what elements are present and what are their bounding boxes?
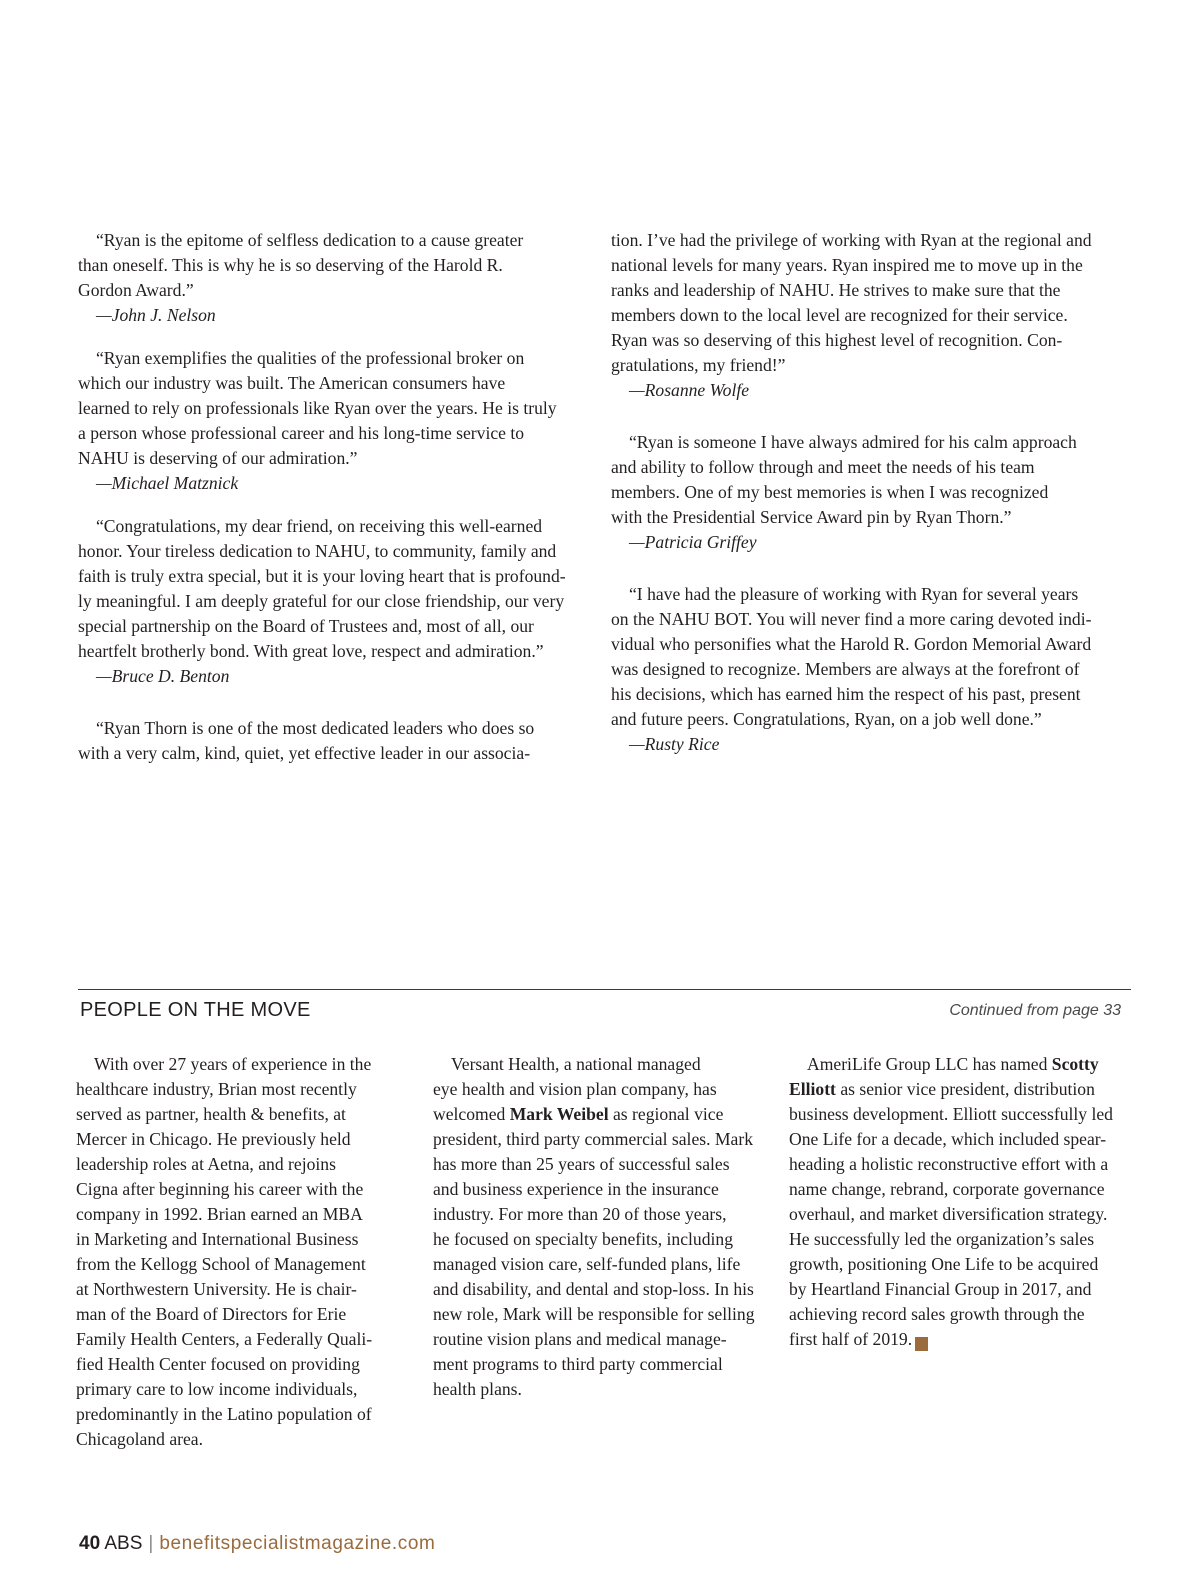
page-footer [79, 1533, 436, 1555]
section-divider [78, 989, 1131, 990]
people-item-elliott: AmeriLife Group LLC has named Scotty Elliott as senior vice president, distribution business development. Elliott successfully led One Life for a decade, which included spear- heading a holistic reconstructive effort with a name change, rebrand, corporate governance overhaul, and market diversification strategy. He successfully led the organization’s sales growth, positioning One Life to be acquired by Heartland Financial Group in 2017, and achieving record sales growth through the first half of 2019. ABS [789, 1054, 1113, 1349]
testimonial-nelson: “Ryan is the epitome of selfless dedication to a cause greater than oneself. This is why he is so deserving of the Harold R. Gordon Award.” [78, 230, 524, 300]
testimonial-benton: “Congratulations, my dear friend, on receiving this well-earned honor. Your tireless dedication to NAHU, to community, family and faith is truly extra special, but it is your loving heart that is profound- ly meaningful. I am deeply grateful for our close friendship, our very special partnership on the Board of Trustees and, most of all, our heartfelt brotherly bond. With great love, respect and admiration.” [78, 516, 566, 661]
testimonial-griffey: “Ryan is someone I have always admired for his calm approach and ability to follow through and meet the needs of his team members. One of my best memories is when I was recognized with the Presidential Service Award pin by Ryan Thorn.” [611, 432, 1077, 527]
page-number: 40 [79, 1533, 101, 1554]
testimonial-wolfe-start: “Ryan Thorn is one of the most dedicated leaders who does so with a very calm, kind, quiet, yet effective leader in our associa- [78, 718, 535, 763]
attribution-nelson: —John J. Nelson [96, 305, 216, 325]
testimonial-matznick: “Ryan exemplifies the qualities of the professional broker on which our industry was built. The American consumers have learned to rely on professionals like Ryan over the years. He is truly a person whose professional career and his long-time service to NAHU is deserving of our admiration.” [78, 348, 557, 468]
attribution-benton: —Bruce D. Benton [96, 666, 230, 686]
people-item-weibel: Versant Health, a national managed eye health and vision plan company, has welcomed Mark Weibel as regional vice president, third party commercial sales. Mark has more than 25 years of successful sales and business experience in the insurance industry. For more than 20 of those years, he focused on specialty benefits, including managed vision care, self-funded plans, life and disability, and dental and stop-loss. In his new role, Mark will be responsible for selling routine vision plans and medical manage- ment programs to third party commercial health plans. [433, 1054, 755, 1399]
testimonials-right-column [611, 228, 1131, 757]
testimonials-left-column [78, 228, 594, 766]
magazine-name: ABS [104, 1533, 143, 1554]
footer-separator: | [148, 1533, 154, 1554]
attribution-rice: —Rusty Rice [629, 734, 720, 754]
attribution-matznick: —Michael Matznick [96, 473, 239, 493]
section-title: PEOPLE ON THE MOVE [80, 999, 311, 1021]
continued-from-note: Continued from page 33 [949, 1002, 1121, 1019]
person-name-elliott-first: Scotty [1051, 1054, 1099, 1074]
person-name-elliott-last: Elliott [789, 1079, 836, 1099]
magazine-url[interactable]: benefitspecialistmagazine.com [159, 1533, 436, 1554]
article-end-mark-icon: ABS [915, 1337, 928, 1351]
people-item-brian: With over 27 years of experience in the healthcare industry, Brian most recently served as partner, health & benefits, at Mercer in Chicago. He previously held leadership roles at Aetna, and rejoins Cigna after beginning his career with the company in 1992. Brian earned an MBA in Marketing and International Business from the Kellogg School of Management at Northwestern University. He is chair- man of the Board of Directors for Erie Family Health Centers, a Federally Quali- fied Health Center focused on providing primary care to low income individuals, predominantly in the Latino population of Chicagoland area. [76, 1054, 373, 1449]
attribution-griffey: —Patricia Griffey [629, 532, 757, 552]
attribution-wolfe: —Rosanne Wolfe [629, 380, 750, 400]
people-column-brian [76, 1052, 414, 1452]
people-column-elliott [789, 1052, 1127, 1352]
testimonial-wolfe-cont: tion. I’ve had the privilege of working with Ryan at the regional and national levels for many years. Ryan inspired me to move up in the ranks and leadership of NAHU. He strives to make sure that the members down to the local level are recognized for their service. Ryan was so deserving of this highest level of recognition. Con- gratulations, my friend!” [611, 230, 1092, 375]
testimonial-rice: “I have had the pleasure of working with Ryan for several years on the NAHU BOT. You will never find a more caring devoted indi- vidual who personifies what the Harold R. Gordon Memorial Award was designed to recognize. Members are always at the forefront of his decisions, which has earned him the respect of his past, present and future peers. Congratulations, Ryan, on a job well done.” [611, 584, 1092, 729]
people-column-weibel [433, 1052, 771, 1402]
person-name-weibel: Mark Weibel [509, 1104, 609, 1124]
